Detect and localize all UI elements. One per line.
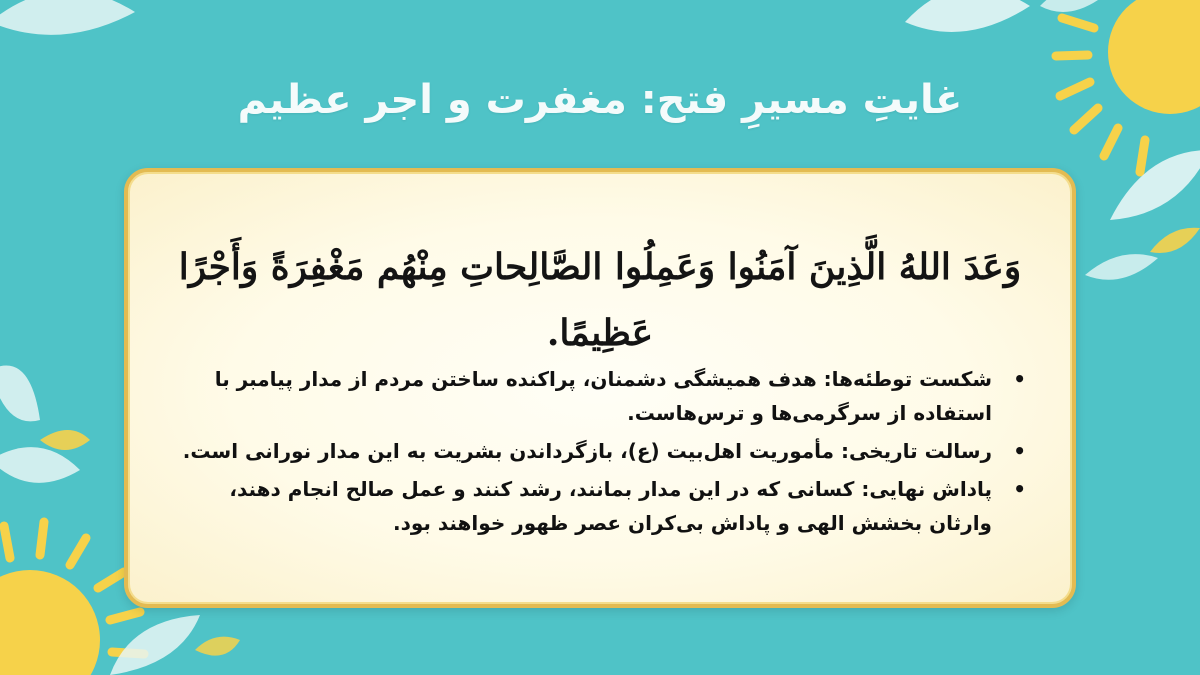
bullet-list (168, 362, 1032, 544)
list-item: • رسالت تاریخی: مأموریت اهل‌بیت (ع)، بازگرداندن بشریت به این مدار نورانی است. (168, 434, 992, 468)
quran-verse: وَعَدَ اللهُ الَّذِينَ آمَنُوا وَعَمِلُوا الصَّالِحاتِ مِنْهُم مَغْفِرَةً وَأَجْرًا عَظِيمًا. (178, 246, 1022, 354)
list-item: • پاداش نهایی: کسانی که در این مدار بمانند، رشد کنند و عمل صالح انجام دهند، وارثان بخشش الهی و پاداش بی‌کران عصر ظهور خواهند بود. (168, 472, 992, 540)
slide-title: غایتِ مسیرِ فتح: مغفرت و اجر عظیم (237, 77, 963, 123)
list-item: • شکست توطئه‌ها: هدف همیشگی دشمنان، پراکنده ساختن مردم از مدار پیامبر با استفاده از سرگرمی‌ها و ترس‌هاست. (168, 362, 992, 430)
content-card (124, 168, 1076, 608)
